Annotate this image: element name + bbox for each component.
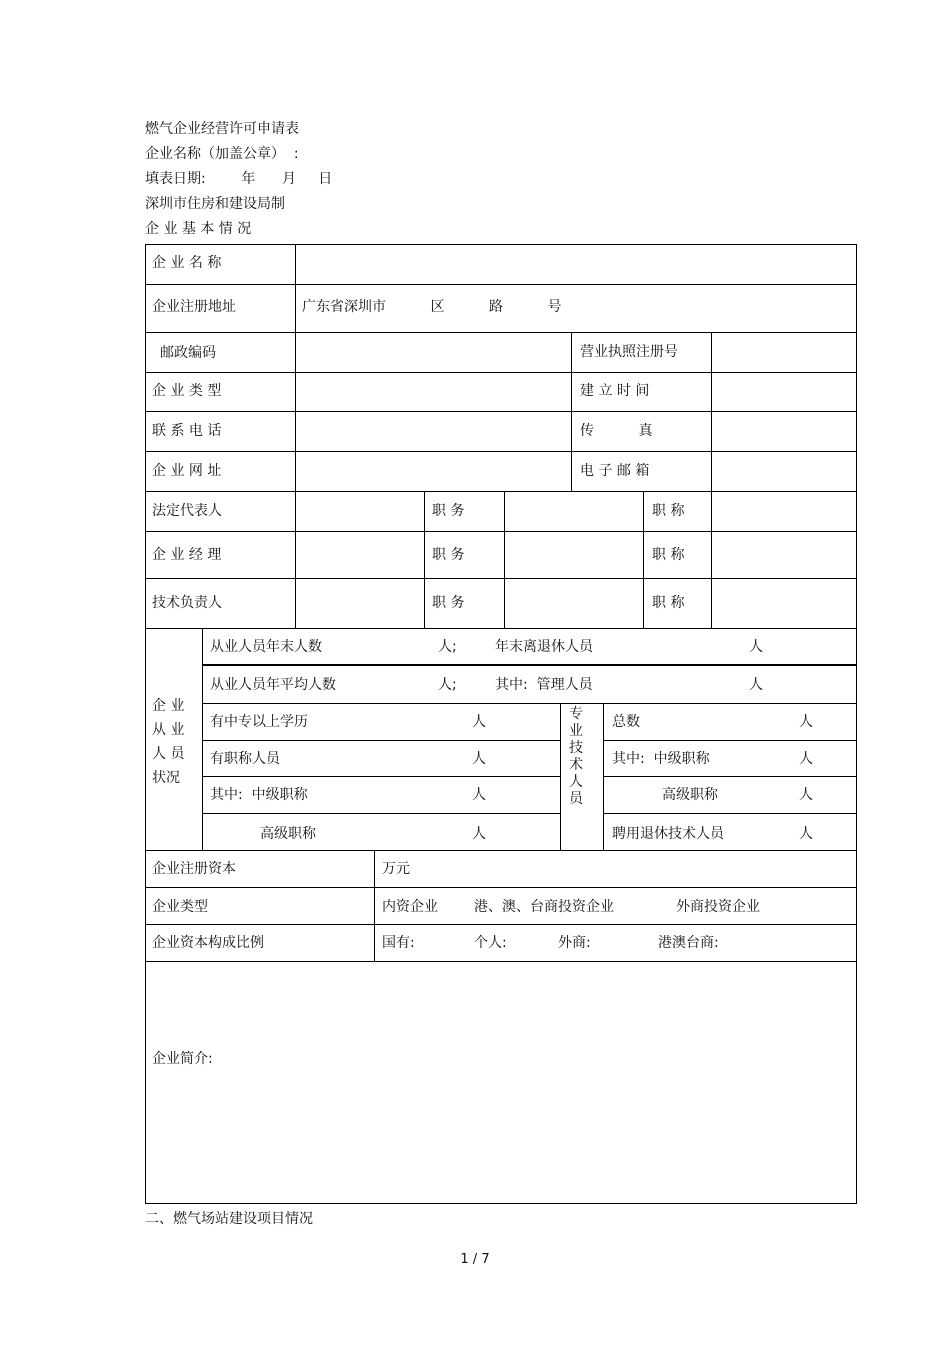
senior-title-label: 高级职称 xyxy=(260,826,316,842)
legal-rep-label: 法定代表人 xyxy=(152,503,222,519)
unit-text: 人 xyxy=(799,787,813,803)
row-divider xyxy=(202,740,560,741)
col-divider xyxy=(374,850,375,961)
row-divider xyxy=(145,924,856,925)
fill-date-line: 填表日期: 年 月 日 xyxy=(145,171,333,187)
reg-address-label: 企业注册地址 xyxy=(152,299,236,315)
hired-retired-tech-label: 聘用退休技术人员 xyxy=(612,826,724,842)
tech-lead-label: 技术负责人 xyxy=(152,595,222,611)
row-divider xyxy=(145,628,856,629)
ratio-state-label: 国有: xyxy=(382,935,415,951)
page-number: 1 / 7 xyxy=(460,1252,490,1267)
mgmt-staff-label: 其中: 管理人员 xyxy=(495,677,593,693)
section2-heading: 二、燃气场站建设项目情况 xyxy=(145,1211,313,1227)
tech-staff-label: 专业技术人员 xyxy=(569,706,583,807)
ratio-foreign-label: 外商: xyxy=(558,935,591,951)
row-divider xyxy=(145,578,856,579)
unit-text: 人 xyxy=(799,826,813,842)
unit-text: 人 xyxy=(472,751,486,767)
founded-label: 建 立 时 间 xyxy=(580,383,650,399)
row-divider xyxy=(145,850,856,851)
ratio-hkmo-tw-label: 港澳台商: xyxy=(658,935,719,951)
row-divider xyxy=(603,813,856,814)
mid-title-label: 其中: 中级职称 xyxy=(210,787,308,803)
col-divider xyxy=(603,703,604,850)
position-label: 职 务 xyxy=(432,547,465,563)
unit-text: 人; xyxy=(438,677,457,693)
unit-text: 人 xyxy=(799,714,813,730)
company-intro-label: 企业简介: xyxy=(152,1051,213,1067)
total-label: 总数 xyxy=(612,714,640,730)
company-name-line: 企业名称（加盖公章） : xyxy=(145,146,299,162)
position-label: 职 务 xyxy=(432,595,465,611)
reg-capital-label: 企业注册资本 xyxy=(152,861,236,877)
ent-type-hkmo-tw: 港、澳、台商投资企业 xyxy=(474,899,614,915)
year-end-staff-label: 从业人员年末人数 xyxy=(210,639,322,655)
row-divider xyxy=(145,372,856,373)
col-divider xyxy=(711,332,712,491)
avg-staff-label: 从业人员年平均人数 xyxy=(210,677,336,693)
title-label: 职 称 xyxy=(652,503,685,519)
col-divider xyxy=(424,491,425,628)
title-label: 职 称 xyxy=(652,595,685,611)
unit-text: 人 xyxy=(749,639,763,655)
reg-capital-unit: 万元 xyxy=(382,861,410,877)
unit-text: 人 xyxy=(472,714,486,730)
mid-title-label: 其中: 中级职称 xyxy=(612,751,710,767)
row-divider xyxy=(603,776,856,777)
manager-label: 企 业 经 理 xyxy=(152,547,222,563)
row-divider xyxy=(202,813,560,814)
unit-text: 人 xyxy=(472,826,486,842)
license-no-label: 营业执照注册号 xyxy=(580,344,678,360)
title-label: 职 称 xyxy=(652,547,685,563)
company-name-label: 企 业 名 称 xyxy=(152,255,222,271)
col-divider xyxy=(504,491,505,628)
row-divider xyxy=(145,451,856,452)
secondary-edu-label: 有中专以上学历 xyxy=(210,714,308,730)
row-divider xyxy=(603,740,856,741)
retired-staff-label: 年末离退休人员 xyxy=(495,639,593,655)
row-divider xyxy=(202,664,856,666)
staff-block-label: 企 业 从 业 人 员 状况 xyxy=(152,698,185,786)
website-label: 企 业 网 址 xyxy=(152,463,222,479)
ent-type-domestic: 内资企业 xyxy=(382,899,438,915)
reg-address-value: 广东省深圳市 区 路 号 xyxy=(302,299,562,315)
capital-ratio-label: 企业资本构成比例 xyxy=(152,935,264,951)
row-divider xyxy=(145,332,856,333)
col-divider xyxy=(295,244,296,628)
row-divider xyxy=(145,887,856,888)
row-divider xyxy=(145,411,856,412)
senior-title-label: 高级职称 xyxy=(662,787,718,803)
section-heading: 企 业 基 本 情 况 xyxy=(145,221,252,237)
row-divider xyxy=(145,961,856,962)
titled-staff-label: 有职称人员 xyxy=(210,751,280,767)
row-divider xyxy=(145,284,856,285)
row-divider xyxy=(202,703,856,704)
position-label: 职 务 xyxy=(432,503,465,519)
ent-type-foreign: 外商投资企业 xyxy=(676,899,760,915)
postcode-label: 邮政编码 xyxy=(160,345,216,361)
phone-label: 联 系 电 话 xyxy=(152,423,222,439)
row-divider xyxy=(202,776,560,777)
ent-type-label: 企业类型 xyxy=(152,899,208,915)
col-divider xyxy=(711,491,712,628)
unit-text: 人 xyxy=(749,677,763,693)
row-divider xyxy=(145,531,856,532)
col-divider xyxy=(643,491,644,628)
unit-text: 人 xyxy=(799,751,813,767)
col-divider xyxy=(560,703,561,850)
email-label: 电 子 邮 箱 xyxy=(580,463,650,479)
unit-text: 人; xyxy=(438,639,457,655)
unit-text: 人 xyxy=(472,787,486,803)
company-type-label: 企 业 类 型 xyxy=(152,383,222,399)
row-divider xyxy=(145,491,856,492)
fax-label: 传 真 xyxy=(580,423,653,439)
col-divider xyxy=(571,332,572,491)
col-divider xyxy=(202,628,203,850)
form-title: 燃气企业经营许可申请表 xyxy=(145,121,299,137)
ratio-private-label: 个人: xyxy=(474,935,507,951)
issuer-line: 深圳市住房和建设局制 xyxy=(145,196,285,212)
